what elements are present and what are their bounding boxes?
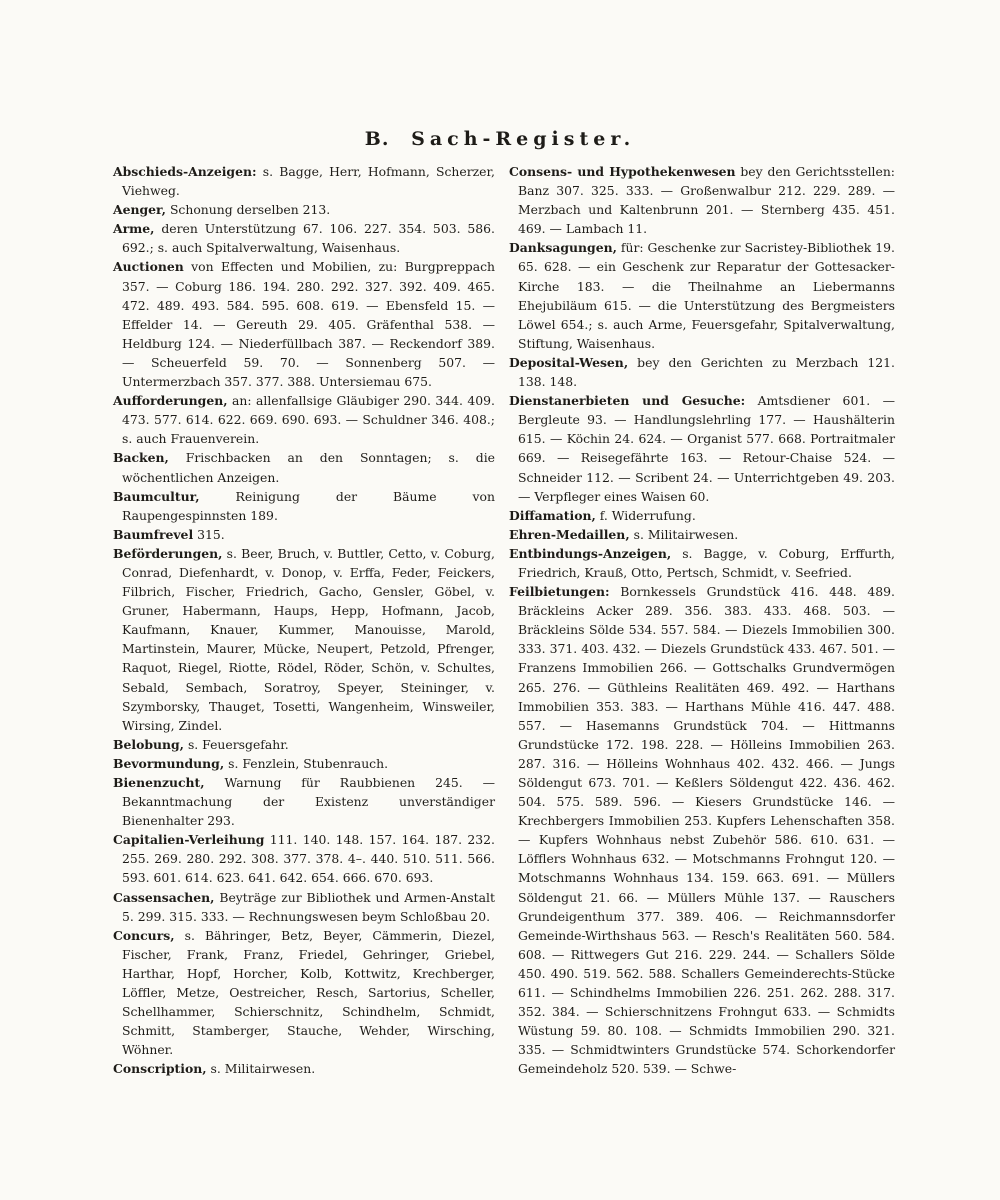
entry-keyword: Consens- und Hypothekenwesen — [509, 164, 736, 179]
entry-keyword: Auctionen — [113, 259, 184, 275]
entry-keyword: Conscription, — [113, 1061, 207, 1077]
index-entry — [113, 735, 495, 754]
entry-keyword: Arme, — [113, 221, 155, 237]
entry-keyword: Concurs, — [113, 927, 175, 943]
entry-keyword: Bienenzucht, — [113, 775, 205, 790]
entry-keyword: Deposital-Wesen, — [509, 354, 629, 370]
entry-references: s. Beer, Bruch, v. Buttler, Cetto, v. Coburg, Conrad, Diefenhardt, v. Donop, v. Erffa, Feder, Feickers, Filbrich, Fischer, Friedrich, Gacho, Gensler, Göbel, v. Gruner, Habermann, Haups, Hepp, Hofmann, Jacob, Kaufmann, Knauer, Kummer, Manouisse, Marold, Martinstein, Maurer, Mücke, Neupert, Petzold, Pfrenger, Raquot, Riegel, Riotte, Rödel, Röder, Schön, v. Schultes, Sebald, Sembach, Soratroy, Speyer, Steininger, v. Szymborsky, Thauget, Tosetti, Wangenheim, Winsweiler, Wirsing, Zindel. — [122, 545, 495, 733]
entry-references: s. Militairwesen. — [206, 1061, 316, 1077]
entry-keyword: Danksagungen, — [509, 240, 617, 256]
index-entry — [509, 506, 895, 525]
entry-references: Bornkessels Grundstück 416. 448. 489. Bräckleins Acker 289. 356. 383. 433. 468. 503. — Bräckleins Sölde 534. 557. 584. — Diezels Immobilien 300. 333. 371. 403. 432. — Diezels Grundstück 433. 467. 501. — Franzens Immobilien 266. — Gottschalks Grundvermögen 265. 276. — Güthleins Realitäten 469. 492. — Harthans Immobilien 353. 383. — Harthans Mühle 416. 447. 488. 557. — Hasemanns Grundstück 704. — Hittmanns Grundstücke 172. 198. 228. — Hölleins Immobilien 263. 287. 316. — Hölleins Wohnhaus 402. 432. 466. — Jungs Söldengut 673. 701. — Keßlers Söldengut 422. 436. 462. 504. 575. 589. 596. — Kiesers Grundstücke 146. — Krechbergers Immobilien 253. Kupfers Lehenschaften 358. — Kupfers Wohnhaus nebst Zubehör 586. 610. 631. — Löfflers Wohnhaus 632. — Motschmanns Frohngut 120. — Motschmanns Wohnhaus 134. 159. 663. 691. — Müllers Söldengut 21. 66. — Müllers Mühle 137. — Rauschers Grundeigenthum 377. 389. 406. — Reichmannsdorfer Gemeinde-Wirthshaus 563. — Resch's Realitäten 560. 584. 608. — Rittwegers Gut 216. 229. 244. — Schallers Sölde 450. 490. 519. 562. 588. Schallers Gemeinderechts-Stücke 611. — Schindhelms Immobilien 226. 251. 262. 288. 317. 352. 384. — Schierschnitzens Frohngut 633. — Schmidts Wüstung 59. 80. 108. — Schmidts Immobilien 290. 321. 335. — Schmidtwinters Grundstücke 574. Schorkendorfer Gemeindeholz 520. 539. — Schwe- — [518, 584, 895, 1077]
index-entry — [113, 830, 495, 887]
entry-references: deren Unterstützung 67. 106. 227. 354. 503. 586. 692.; s. auch Spitalverwaltung, Waisenhaus. — [122, 221, 495, 256]
index-entry — [113, 219, 495, 257]
index-entry — [509, 525, 895, 544]
entry-references: 111. 140. 148. 157. 164. 187. 232. 255. 269. 280. 292. 308. 377. 378. 4–. 440. 510. 511. 566. 593. 601. 614. 623. 641. 642. 654. 666. 670. 693. — [122, 832, 495, 886]
entry-keyword: Entbindungs-Anzeigen, — [509, 545, 672, 561]
index-entry — [509, 162, 895, 238]
entry-keyword: Abschieds-Anzeigen: — [113, 164, 257, 179]
entry-references: s. Feuersgefahr. — [184, 736, 289, 752]
entry-keyword: Aenger, — [113, 202, 166, 218]
index-entry — [113, 391, 495, 448]
entry-keyword: Baumcultur, — [113, 488, 200, 504]
index-entry — [509, 582, 895, 1078]
entry-keyword: Belobung, — [113, 736, 184, 752]
entry-references: s. Bagge, v. Coburg, Erffurth, Friedrich, Krauß, Otto, Pertsch, Schmidt, v. Seefried. — [518, 545, 895, 580]
index-entry — [509, 391, 895, 506]
entry-keyword: Dienstanerbieten und Gesuche: — [509, 393, 746, 409]
left-column — [113, 162, 495, 1079]
entry-references: von Effecten und Mobilien, zu: Burgpreppach 357. — Coburg 186. 194. 280. 292. 327. 392. 409. 465. 472. 489. 493. 584. 595. 608. 619. — Ebensfeld 15. — Effelder 14. — Gereuth 29. 405. Gräfenthal 538. — Heldburg 124. — Niederfüllbach 387. — Reckendorf 389. — Scheuerfeld 59. 70. — Sonnenberg 507. — Untermerzbach 357. 377. 388. Untersiemau 675. — [122, 259, 495, 390]
entry-references: an: allenfallsige Gläubiger 290. 344. 409. 473. 577. 614. 622. 669. 690. 693. — Schuldner 346. 408.; s. auch Frauenverein. — [122, 393, 495, 447]
index-entry — [113, 525, 495, 544]
entry-keyword: Beförderungen, — [113, 545, 223, 561]
entry-references: bey den Gerichten zu Merzbach 121. 138. 148. — [518, 354, 895, 390]
index-entry — [113, 162, 495, 200]
entry-keyword: Baumfrevel — [113, 526, 194, 542]
entry-references: Schonung derselben 213. — [166, 202, 331, 218]
entry-keyword: Cassensachen, — [113, 889, 215, 905]
entry-keyword: Aufforderungen, — [113, 393, 228, 409]
entry-keyword: Feilbietungen: — [509, 584, 610, 600]
entry-references: Frischbacken an den Sonntagen; s. die wöchentlichen Anzeigen. — [122, 450, 495, 485]
index-entry — [509, 238, 895, 353]
index-entry — [113, 448, 495, 486]
entry-keyword: Capitalien-Verleihung — [113, 832, 265, 848]
entry-references: s. Militairwesen. — [629, 526, 739, 542]
entry-references: s. Bähringer, Betz, Beyer, Cämmerin, Diezel, Fischer, Frank, Franz, Friedel, Gehringer, Griebel, Harthar, Hopf, Horcher, Kolb, Kottwitz, Krechberger, Löffler, Metze, Oestreicher, Resch, Sartorius, Scheller, Schellhammer, Schierschnitz, Schindhelm, Schmidt, Schmitt, Stamberger, Stauche, Wehder, Wirsching, Wöhner. — [122, 927, 495, 1058]
entry-references: 315. — [193, 526, 225, 542]
entry-references: Warnung für Raubbienen 245. — Bekanntmachung der Existenz unverständiger Bienenhalter 293. — [122, 775, 495, 829]
entry-keyword: Bevormundung, — [113, 755, 225, 771]
entry-references: s. Fenzlein, Stubenrauch. — [224, 755, 389, 771]
index-entry — [113, 257, 495, 391]
index-entry — [113, 926, 495, 1060]
page-header — [0, 128, 1000, 150]
right-column — [509, 162, 895, 1079]
index-entry — [509, 353, 895, 391]
entry-keyword: Ehren-Medaillen, — [509, 526, 630, 542]
index-entry — [113, 200, 495, 219]
index-entry — [509, 544, 895, 582]
index-entry — [113, 773, 495, 830]
entry-references: s. Bagge, Herr, Hofmann, Scherzer, Viehweg. — [122, 164, 495, 199]
signature-mark: B. — [364, 128, 390, 150]
entry-keyword: Backen, — [113, 450, 169, 466]
index-entry — [113, 1059, 495, 1078]
entry-references: Beyträge zur Bibliothek und Armen-Anstalt 5. 299. 315. 333. — Rechnungswesen beym Schloßbau 20. — [122, 889, 495, 924]
index-entry — [113, 754, 495, 773]
entry-keyword: Diffamation, — [509, 507, 596, 523]
index-entry — [113, 544, 495, 735]
entry-references: Amtsdiener 601. — Bergleute 93. — Handlungslehrling 177. — Haushälterin 615. — Köchin 24. 624. — Organist 577. 668. Portraitmaler 669. — Reisegefährte 163. — Retour-Chaise 524. — Schneider 112. — Scribent 24. — Unterrichtgeben 49. 203. — Verpfleger eines Waisen 60. — [518, 393, 895, 504]
entry-references: f. Widerrufung. — [595, 507, 696, 523]
page-title: Sach-Register. — [411, 128, 636, 150]
entry-references: für: Geschenke zur Sacristey-Bibliothek 19. 65. 628. — ein Geschenk zur Reparatur der Gottesacker-Kirche 183. — die Theilnahme an Liebermanns Ehejubiläum 615. — die Unterstützung des Bergmeisters Löwel 654.; s. auch Arme, Feuersgefahr, Spitalverwaltung, Stiftung, Waisenhaus. — [518, 240, 895, 351]
index-entry — [113, 487, 495, 525]
index-entry — [113, 888, 495, 926]
entry-references: Reinigung der Bäume von Raupengespinnsten 189. — [122, 488, 495, 523]
entry-references: bey den Gerichtsstellen: Banz 307. 325. 333. — Großenwalbur 212. 229. 289. — Merzbach und Kaltenbrunn 201. — Sternberg 435. 451. 469. — Lambach 11. — [518, 164, 895, 237]
